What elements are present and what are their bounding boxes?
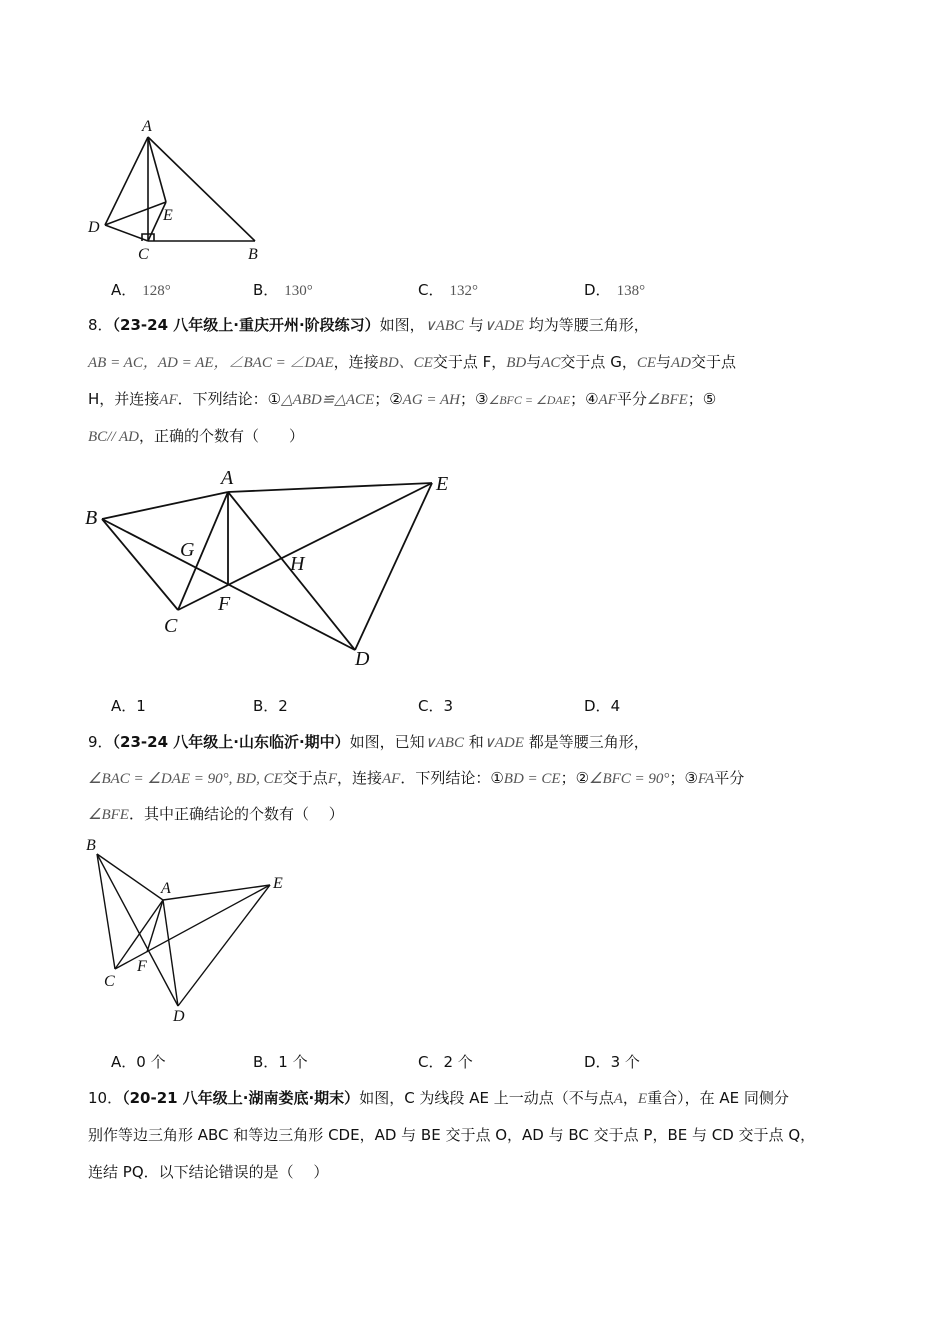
q8-option-c[interactable]: C．3 xyxy=(418,697,454,715)
q7-option-b[interactable]: B． 130° xyxy=(253,281,313,299)
q9-option-b[interactable]: B．1 个 xyxy=(253,1053,308,1071)
q8-seg-CE xyxy=(178,483,432,610)
q9-source: （23-24 八年级上·山东临沂·期中） xyxy=(112,733,350,751)
q8-option-a[interactable]: A．1 xyxy=(111,697,146,715)
q9-option-d[interactable]: D．3 个 xyxy=(584,1053,640,1071)
q10-line-1: 10．（20-21 八年级上·湖南娄底·期末）如图，C 为线段 AE 上一动点（不与点A，E重合），在 AE 同侧分 xyxy=(88,1089,789,1107)
q8-source: （23-24 八年级上·重庆开州·阶段练习） xyxy=(112,316,380,334)
q10-line-2: 别作等边三角形 ABC 和等边三角形 CDE，AD 与 BE 交于点 O，AD 与 BC 交于点 P，BE 与 CD 交于点 Q， xyxy=(88,1126,816,1144)
q9-seg-BA xyxy=(97,854,163,900)
q7-option-c[interactable]: C． 132° xyxy=(418,281,478,299)
q8-number: 8． xyxy=(88,316,113,334)
q7-label-D: D xyxy=(88,219,100,236)
q8-option-d[interactable]: D．4 xyxy=(584,697,621,715)
q8-label-F: F xyxy=(218,593,231,615)
q8-line-1: 8．（23-24 八年级上·重庆开州·阶段练习）如图，∨ABC 与∨ADE 均为等腰三角形， xyxy=(88,316,649,334)
q8-label-D: D xyxy=(355,648,370,670)
q7-label-B: B xyxy=(248,246,258,263)
q7-option-a[interactable]: A． 128° xyxy=(111,281,171,299)
q7-label-A: A xyxy=(142,118,152,135)
q8-line-2: AB = AC，AD = AE，∠BAC = ∠DAE，连接BD、CE交于点 F，BD与AC交于点 G，CE与AD交于点 xyxy=(88,353,737,371)
q9-label-A: A xyxy=(161,880,171,897)
q10-number: 10． xyxy=(88,1089,123,1107)
q9-figure xyxy=(80,836,300,1031)
q8-label-E: E xyxy=(436,473,449,495)
q10-source: （20-21 八年级上·湖南娄底·期末） xyxy=(122,1089,360,1107)
q9-number: 9． xyxy=(88,733,113,751)
q9-line-3: ∠BFE．其中正确结论的个数有（ ） xyxy=(88,805,344,823)
q9-seg-AE xyxy=(163,885,270,900)
q8-seg-AE xyxy=(228,483,432,492)
q9-label-B: B xyxy=(86,837,96,854)
q7-option-d[interactable]: D． 138° xyxy=(584,281,646,299)
q9-seg-AD xyxy=(163,900,178,1006)
q8-seg-BC xyxy=(102,519,178,610)
q8-line-4: BC// AD，正确的个数有（ ） xyxy=(88,427,304,445)
q8-label-B: B xyxy=(85,507,98,529)
q9-line-1: 9．（23-24 八年级上·山东临沂·期中）如图，已知∨ABC 和∨ADE 都是等腰三角形， xyxy=(88,733,649,751)
q9-line-2: ∠BAC = ∠DAE = 90°, BD, CE交于点F，连接AF．下列结论：①BD = CE；②∠BFC = 90°；③FA平分 xyxy=(88,769,745,787)
q8-label-C: C xyxy=(164,615,178,637)
q10-line-3: 连结 PQ．以下结论错误的是（ ） xyxy=(88,1163,329,1181)
q8-seg-ED xyxy=(355,483,432,650)
q8-label-G: G xyxy=(180,539,195,561)
q9-seg-ED xyxy=(178,885,270,1006)
q8-figure xyxy=(80,462,470,672)
q9-label-F: F xyxy=(137,958,147,975)
q9-seg-CE xyxy=(115,885,270,969)
q7-figure xyxy=(80,112,280,267)
q7-label-E: E xyxy=(163,207,173,224)
q9-label-E: E xyxy=(273,875,283,892)
q8-option-b[interactable]: B．2 xyxy=(253,697,288,715)
q9-option-a[interactable]: A．0 个 xyxy=(111,1053,166,1071)
q7-seg-AB xyxy=(148,137,255,241)
q8-label-H: H xyxy=(290,553,305,575)
q8-line-3: H，并连接AF．下列结论：①△ABD≌△ACE；②AG = AH；③∠BFC = ∠DAE；④AF平分∠BFE；⑤ xyxy=(88,390,717,408)
q7-label-C: C xyxy=(138,246,149,263)
q9-label-C: C xyxy=(104,973,115,990)
q8-label-A: A xyxy=(221,467,234,489)
q9-label-D: D xyxy=(173,1008,185,1025)
q8-seg-BA xyxy=(102,492,228,519)
q9-option-c[interactable]: C．2 个 xyxy=(418,1053,473,1071)
